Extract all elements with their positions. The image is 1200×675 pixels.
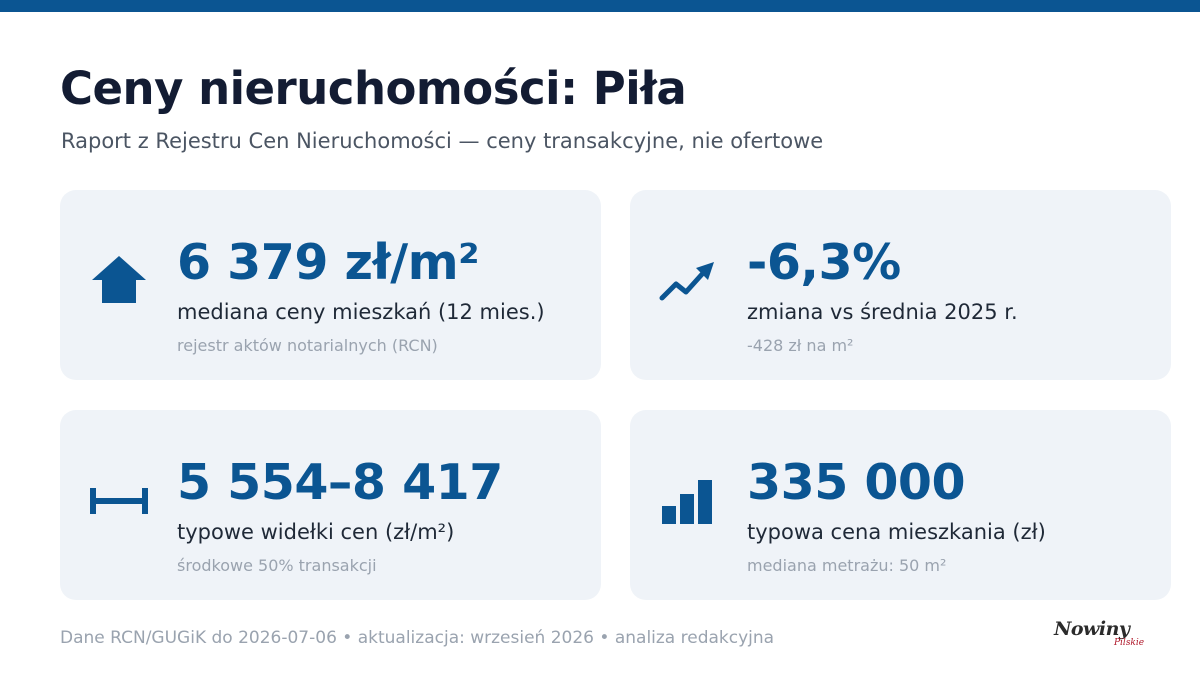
page-subtitle: Raport z Rejestru Cen Nieruchomości — ceny transakcyjne, nie ofertowe [61, 129, 824, 153]
range-icon [88, 470, 150, 532]
stat-value: -6,3% [747, 234, 901, 291]
stat-note: mediana metrażu: 50 m² [747, 556, 947, 575]
logo-main-text: Nowiny [1054, 618, 1130, 640]
page-title: Ceny nieruchomości: Piła [60, 62, 687, 115]
bar-chart-icon [658, 470, 720, 532]
stat-label: typowe widełki cen (zł/m²) [177, 520, 455, 544]
house-icon [88, 250, 150, 312]
stat-label: typowa cena mieszkania (zł) [747, 520, 1046, 544]
stat-value: 335 000 [747, 454, 966, 511]
stat-value: 5 554–8 417 [177, 454, 503, 511]
stat-card-typical-price [630, 410, 1171, 600]
stat-note: rejestr aktów notarialnych (RCN) [177, 336, 438, 355]
footer-source: Dane RCN/GUGiK do 2026-07-06 • aktualizacja: wrzesień 2026 • analiza redakcyjna [60, 628, 775, 648]
logo-sub-text: Pilskie [1114, 638, 1145, 648]
stat-note: -428 zł na m² [747, 336, 854, 355]
stat-card-median-price [60, 190, 601, 380]
publisher-logo [1054, 618, 1150, 654]
top-accent-bar [0, 0, 1200, 12]
stat-label: zmiana vs średnia 2025 r. [747, 300, 1018, 324]
stat-note: środkowe 50% transakcji [177, 556, 377, 575]
trend-up-icon [658, 250, 720, 312]
stat-card-change [630, 190, 1171, 380]
stat-value: 6 379 zł/m² [177, 234, 480, 291]
stat-card-price-range [60, 410, 601, 600]
stat-label: mediana ceny mieszkań (12 mies.) [177, 300, 545, 324]
